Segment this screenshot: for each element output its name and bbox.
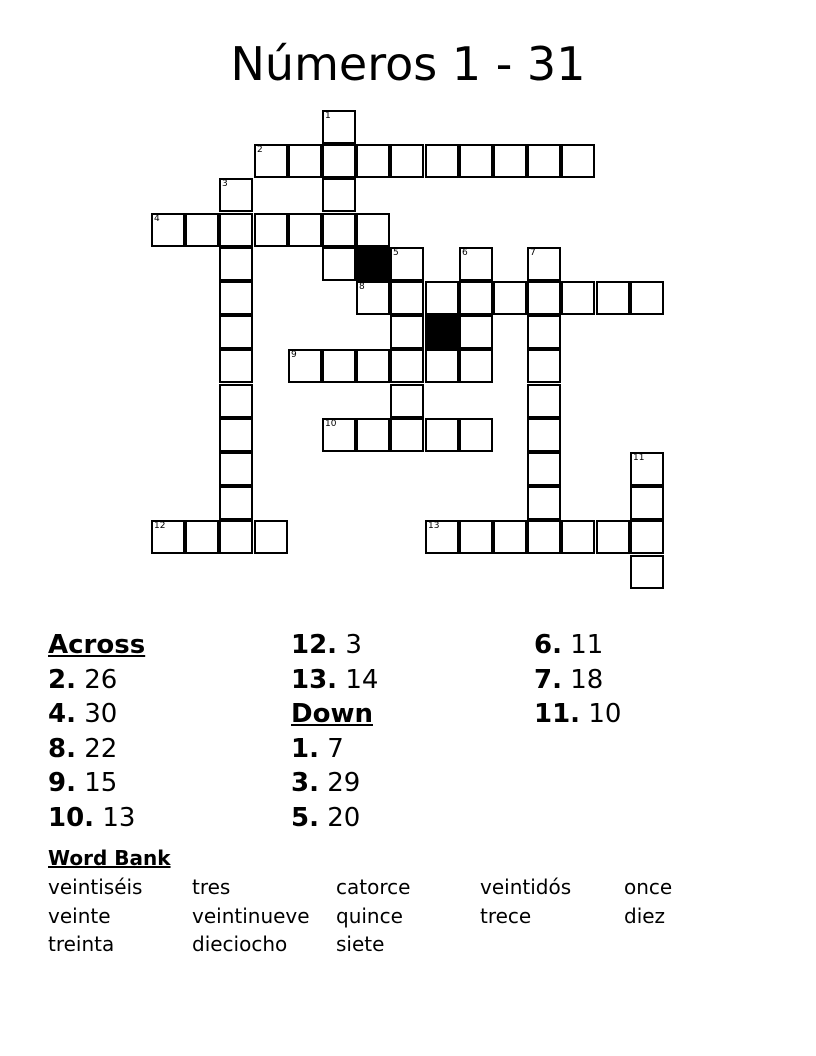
crossword-cell[interactable]	[425, 144, 459, 178]
crossword-cell[interactable]	[630, 281, 664, 315]
crossword-cell[interactable]	[219, 178, 253, 212]
clue-number: 7.	[534, 664, 562, 695]
clue	[291, 801, 378, 836]
clue	[48, 732, 145, 767]
clue-heading: Across	[48, 630, 146, 660]
crossword-cell[interactable]	[630, 520, 664, 554]
clue	[291, 732, 378, 767]
crossword-cell[interactable]	[322, 349, 356, 383]
crossword-cell[interactable]	[356, 144, 390, 178]
clue-number: 3	[222, 179, 228, 189]
clue-text: 11	[570, 630, 604, 660]
clue-number: 13	[428, 521, 440, 531]
crossword-black-cell	[356, 247, 390, 281]
crossword-cell[interactable]	[219, 452, 253, 486]
crossword-cell[interactable]	[356, 349, 390, 383]
crossword-cell[interactable]	[254, 213, 288, 247]
word-bank-item: siete	[336, 932, 385, 956]
clue-text: 3	[345, 630, 362, 660]
crossword-cell[interactable]	[219, 520, 253, 554]
crossword-cell[interactable]	[322, 247, 356, 281]
crossword-cell[interactable]	[185, 213, 219, 247]
crossword-cell[interactable]	[390, 349, 424, 383]
clue	[48, 663, 145, 698]
crossword-cell[interactable]	[390, 247, 424, 281]
clue-text: 15	[84, 768, 118, 798]
crossword-cell[interactable]	[493, 144, 527, 178]
crossword-cell[interactable]	[288, 213, 322, 247]
clue-number: 1.	[291, 733, 319, 764]
clue-number: 10	[325, 419, 337, 429]
clue-column-3	[534, 628, 621, 732]
word-bank-item: quince	[336, 904, 403, 928]
crossword-cell[interactable]	[493, 520, 527, 554]
clue-number: 12	[154, 521, 166, 531]
clue-column-2	[291, 628, 378, 835]
crossword-cell[interactable]	[219, 418, 253, 452]
crossword-cell[interactable]	[459, 349, 493, 383]
crossword-cell[interactable]	[390, 281, 424, 315]
crossword-cell[interactable]	[527, 486, 561, 520]
clue	[48, 697, 145, 732]
clue-column-1	[48, 628, 145, 835]
crossword-cell[interactable]	[390, 144, 424, 178]
crossword-cell[interactable]	[322, 213, 356, 247]
crossword-cell[interactable]	[630, 452, 664, 486]
crossword-cell[interactable]	[459, 315, 493, 349]
clue-text: 10	[588, 699, 622, 729]
crossword-cell[interactable]	[561, 144, 595, 178]
crossword-cell[interactable]	[527, 418, 561, 452]
crossword-cell[interactable]	[322, 178, 356, 212]
clue-number: 6.	[534, 630, 562, 660]
clue-number: 4.	[48, 699, 76, 729]
crossword-cell[interactable]	[219, 349, 253, 383]
clue-number: 7	[530, 248, 536, 258]
crossword-cell[interactable]	[254, 144, 288, 178]
crossword-cell[interactable]	[527, 315, 561, 349]
clue-number: 5	[393, 248, 399, 258]
crossword-cell[interactable]	[561, 281, 595, 315]
crossword-cell[interactable]	[288, 144, 322, 178]
crossword-cell[interactable]	[459, 418, 493, 452]
crossword-cell[interactable]	[630, 486, 664, 520]
crossword-cell[interactable]	[322, 144, 356, 178]
clue-number: 6	[462, 248, 468, 258]
crossword-cell[interactable]	[425, 349, 459, 383]
page-title: Números 1 - 31	[230, 37, 586, 91]
clue-number: 9	[291, 350, 297, 360]
clue-number: 8.	[48, 733, 76, 764]
clue-text: 18	[570, 664, 604, 695]
crossword-cell[interactable]	[322, 110, 356, 144]
crossword-cell[interactable]	[254, 520, 288, 554]
crossword-cell[interactable]	[390, 384, 424, 418]
word-bank-item: catorce	[336, 875, 411, 899]
crossword-cell[interactable]	[596, 520, 630, 554]
crossword-cell[interactable]	[527, 247, 561, 281]
crossword-cell[interactable]	[219, 315, 253, 349]
crossword-cell[interactable]	[356, 281, 390, 315]
crossword-cell[interactable]	[596, 281, 630, 315]
crossword-cell[interactable]	[459, 281, 493, 315]
word-bank-item: treinta	[48, 932, 115, 956]
clue-heading: Down	[291, 699, 373, 729]
word-bank-item: trece	[480, 904, 532, 928]
word-bank-item: veintiséis	[48, 875, 143, 899]
crossword-cell[interactable]	[561, 520, 595, 554]
word-bank-item: veintidós	[480, 875, 572, 899]
clue-number: 9.	[48, 768, 76, 798]
word-bank-item: veintinueve	[192, 904, 310, 928]
crossword-cell[interactable]	[219, 384, 253, 418]
clue-number: 1	[325, 111, 331, 121]
clue-number: 13.	[291, 664, 338, 695]
crossword-cell[interactable]	[151, 213, 185, 247]
crossword-cell[interactable]	[219, 486, 253, 520]
word-bank-title: Word Bank	[48, 846, 171, 870]
crossword-cell[interactable]	[527, 281, 561, 315]
word-bank-item: once	[624, 875, 673, 899]
crossword-cell[interactable]	[356, 418, 390, 452]
clue	[48, 766, 145, 801]
crossword-cell[interactable]	[219, 281, 253, 315]
clue-number: 3.	[291, 768, 319, 798]
clue-text: 13	[102, 802, 136, 833]
crossword-cell[interactable]	[425, 520, 459, 554]
crossword-cell[interactable]	[527, 452, 561, 486]
crossword-cell[interactable]	[527, 349, 561, 383]
crossword-black-cell	[425, 315, 459, 349]
clue-text: 20	[327, 802, 361, 833]
crossword-cell[interactable]	[390, 418, 424, 452]
crossword-cell[interactable]	[527, 520, 561, 554]
clue-number: 4	[154, 214, 160, 224]
clue-text: 30	[84, 699, 118, 729]
crossword-cell[interactable]	[459, 247, 493, 281]
crossword-cell[interactable]	[459, 520, 493, 554]
clue	[534, 628, 621, 663]
clue	[534, 663, 621, 698]
word-bank-item: dieciocho	[192, 932, 288, 956]
clue-text: 22	[84, 733, 118, 764]
crossword-cell[interactable]	[527, 144, 561, 178]
crossword-cell[interactable]	[356, 213, 390, 247]
crossword-cell[interactable]	[390, 315, 424, 349]
clue-list	[48, 628, 768, 838]
clue-text: 7	[327, 733, 344, 764]
clue-number: 2.	[48, 664, 76, 695]
clue	[291, 766, 378, 801]
crossword-cell[interactable]	[425, 418, 459, 452]
clue	[291, 628, 378, 663]
clue-number: 10.	[48, 802, 95, 833]
clue	[48, 801, 145, 836]
clue-text: 14	[345, 664, 379, 695]
crossword-cell[interactable]	[219, 247, 253, 281]
word-bank-item: tres	[192, 875, 231, 899]
crossword-cell[interactable]	[527, 384, 561, 418]
clue-number: 2	[257, 145, 263, 155]
crossword-cell[interactable]	[493, 281, 527, 315]
clue-text: 26	[84, 664, 118, 695]
clue	[291, 663, 378, 698]
clue-number: 11.	[534, 699, 581, 729]
crossword-cell[interactable]	[630, 555, 664, 589]
crossword-cell[interactable]	[288, 349, 322, 383]
crossword-cell[interactable]	[185, 520, 219, 554]
clue-number: 11	[633, 453, 645, 463]
word-bank-item: veinte	[48, 904, 111, 928]
word-bank-item: diez	[624, 904, 666, 928]
clue-number: 5.	[291, 802, 319, 833]
crossword-cell[interactable]	[219, 213, 253, 247]
clue-number: 8	[359, 282, 365, 292]
clue-text: 29	[327, 768, 361, 798]
crossword-cell[interactable]	[322, 418, 356, 452]
crossword-cell[interactable]	[459, 144, 493, 178]
crossword-cell[interactable]	[425, 281, 459, 315]
crossword-cell[interactable]	[151, 520, 185, 554]
clue-number: 12.	[291, 630, 338, 660]
clue	[534, 697, 621, 732]
